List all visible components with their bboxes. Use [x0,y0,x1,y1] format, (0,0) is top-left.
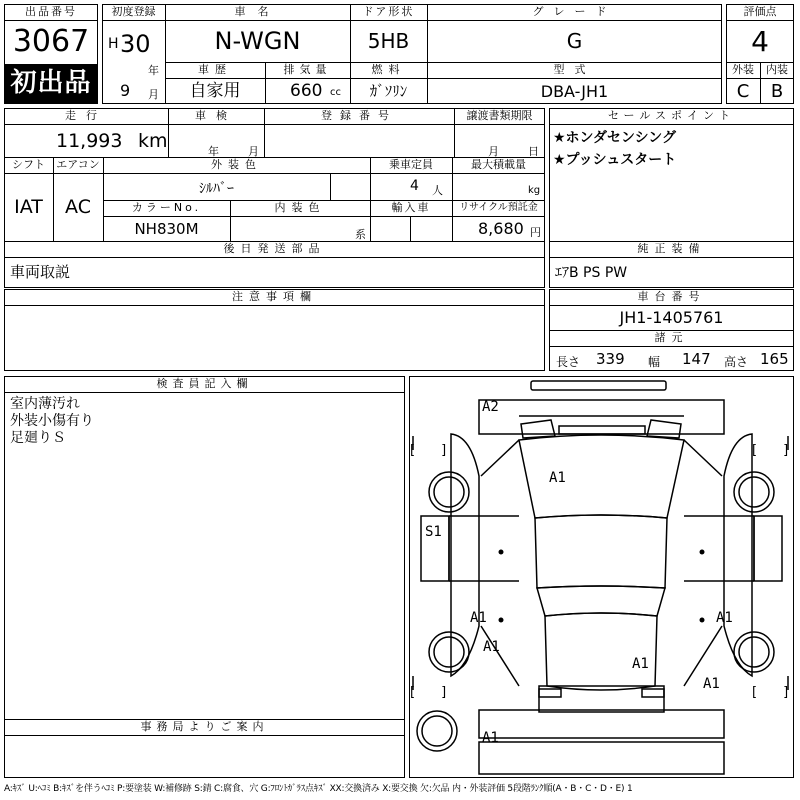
insp-year-unit: 年 [208,145,219,158]
car-name: N-WGN [214,27,301,55]
displacement: 660 [290,81,323,101]
car-name-label: 車名 [234,5,281,18]
inspector-label: 検査員記入欄 [156,377,253,390]
inspection-label: 車検 [195,109,237,122]
door-type: 5HB [367,29,410,53]
later-parts-value: 車両取説 [10,263,71,281]
reg-month: 9 [120,81,131,100]
reg-label: 初度登録 [111,5,156,18]
damage-mark: A1 [470,610,487,626]
lot-label: 出品番号 [25,5,77,18]
office-label: 事務局よりご案内 [140,720,269,733]
capacity-unit: 人 [432,184,443,197]
insp-month-unit: 月 [248,145,259,158]
plate-label: 登録番号 [321,109,397,122]
lot-number: 3067 [12,24,90,59]
shift-label: シフト [12,158,45,171]
inspector-note: 外装小傷有り [10,413,94,429]
color-no: NH830M [134,220,199,238]
legend: A:ｷｽﾞ U:ﾍｺﾐ B:ｷｽﾞを伴うﾍｺﾐ P:要塗装 W:補修跡 S:錆 C:腐食、穴 G:ﾌﾛﾝﾄｶﾞﾗｽ点ｷｽﾞ XX:交換済み X:要交換 欠:欠品 内・外装評価 5段階ﾗﾝｸ順(A・B・C・D・E) 1 [4,784,633,794]
damage-mark: A1 [483,639,500,655]
reg-year: 30 [120,30,151,58]
diagram-bracket: [ ] [410,685,447,700]
width: 147 [682,350,711,368]
shift: IAT [14,196,43,218]
model-label: 型式 [553,63,596,76]
score-label: 評価点 [743,5,777,18]
ext-label: 外装 [732,63,754,76]
exterior-color-label: 外装色 [211,158,262,171]
reg-year-unit: 年 [148,64,159,77]
reg-era: H [108,36,119,52]
damage-mark: A1 [482,730,499,746]
capacity-label: 乗車定員 [389,158,433,171]
interior-color-label: 内装色 [274,201,326,214]
height: 165 [760,350,789,368]
damage-mark: S1 [425,524,442,540]
history-label: 車歴 [198,63,232,76]
grade: G [566,29,583,53]
model-code: DBA-JH1 [540,82,609,101]
disp-label: 排気量 [283,63,332,76]
first-listing-text: 初出品 [10,68,92,98]
diagram-bracket: [ ] [410,443,447,458]
length: 339 [596,350,625,368]
caution-label: 注意事項欄 [232,290,317,303]
later-parts-label: 後日発送部品 [223,242,326,255]
maxload-label: 最大積載量 [471,158,526,171]
selling-point-item: ★ホンダセンシング [553,130,677,146]
fuel: ｶﾞｿﾘﾝ [369,82,408,100]
interior-color-unit: 系 [355,228,366,241]
damage-mark: A1 [549,470,566,486]
damage-mark: A1 [632,656,649,672]
int-grade: B [770,81,784,102]
history: 自家用 [189,81,241,101]
ext-grade: C [736,81,750,102]
selling-point-item: ★プッシュスタート [553,152,677,168]
diagram-bracket: [ ] [752,685,789,700]
reg-month-unit: 月 [148,88,159,101]
mileage-unit: km [138,130,168,152]
genuine-equipment-label: 純正装備 [637,242,706,255]
exterior-color: ｼﾙﾊﾞｰ [199,181,234,197]
chassis-label: 車台番号 [637,290,706,303]
chassis-number: JH1-1405761 [619,308,724,327]
dimensions-label: 諸元 [654,331,689,344]
height-label: 高さ [724,355,749,369]
width-label: 幅 [648,355,661,369]
damage-mark: A1 [703,676,720,692]
car-diagram [409,376,794,778]
damage-mark: A1 [716,610,733,626]
recycle: 8,680 [478,219,524,238]
length-label: 長さ [556,355,581,369]
grade-label: グレード [532,5,617,18]
transfer-label: 譲渡書類期限 [466,109,533,122]
selling-points-label: セールスポイント [607,109,735,122]
capacity: 4 [410,178,419,194]
transfer-month-unit: 月 [488,145,499,158]
color-no-label: カラーNo. [131,201,202,214]
ac-label: エアコン [56,158,100,171]
damage-mark: A2 [482,399,499,415]
genuine-equipment-value: ｴｱB PS PW [555,265,628,281]
inspector-note: 室内薄汚れ [10,396,80,412]
door-label: ドア形状 [362,5,415,18]
score: 4 [751,25,769,58]
int-label: 内装 [766,63,788,76]
inspector-note: 足廻りＳ [10,430,66,446]
mileage-label: 走行 [65,109,107,122]
maxload-unit: kg [528,185,541,196]
disp-unit: cc [330,87,341,98]
mileage: 11,993 [56,130,123,152]
recycle-label: リサイクル預託金 [459,202,538,213]
recycle-unit: 円 [530,226,541,239]
fuel-label: 燃料 [371,63,406,76]
import-label: 輸入車 [391,201,431,214]
diagram-bracket: [ ] [752,443,789,458]
transfer-day-unit: 日 [528,145,539,158]
ac: AC [65,196,91,218]
